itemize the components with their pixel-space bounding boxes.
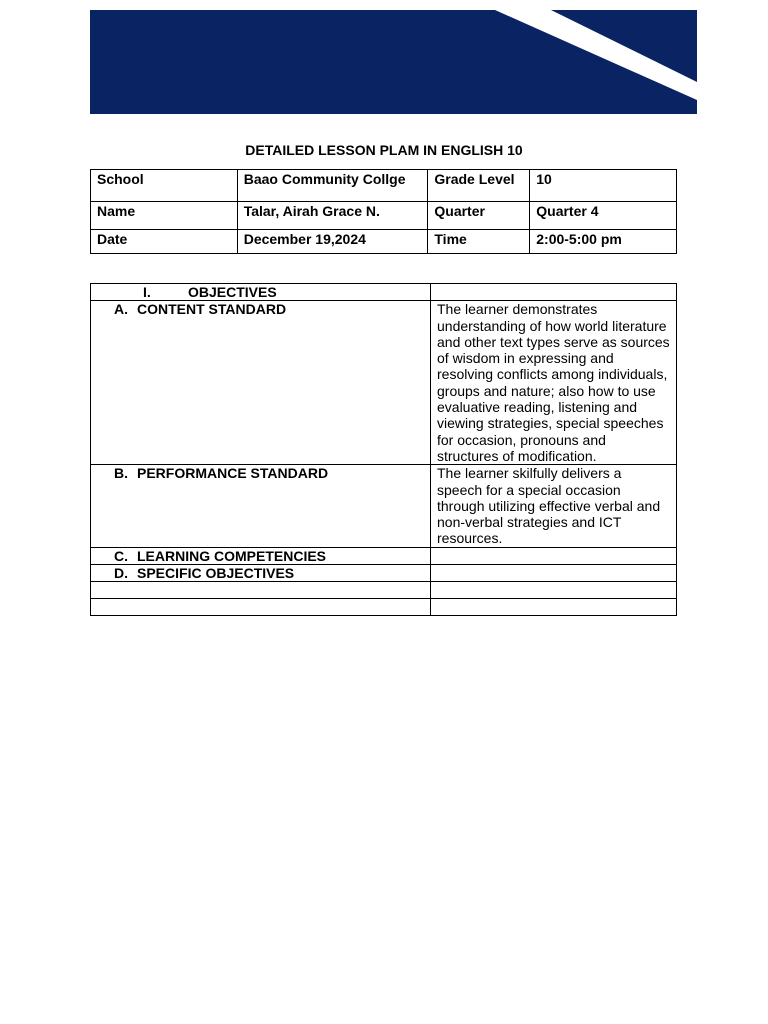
learning-competencies-text [431,547,677,564]
specific-objectives-label [91,565,431,582]
grade-level-label: Grade Level [428,170,530,202]
quarter-label: Quarter [428,202,530,230]
content-standard-label [91,301,431,465]
name-value: Talar, Airah Grace N. [237,202,428,230]
info-table [90,169,677,254]
performance-standard-text: The learner skilfully delivers a speech for a special occasion through utilizing effective verbal and non-verbal strategies and ICT resources. [431,465,677,547]
header-banner [90,10,697,114]
empty-cell [91,582,431,599]
table-row [91,202,677,230]
grade-level-value: 10 [530,170,677,202]
item-letter: A. [114,301,128,318]
item-letter: B. [114,465,128,482]
document-title: DETAILED LESSON PLAM IN ENGLISH 10 [245,142,523,158]
item-label: SPECIFIC OBJECTIVES [137,565,295,582]
performance-standard-label [91,465,431,547]
learning-competencies-label [91,547,431,564]
empty-cell [431,582,677,599]
item-label: PERFORMANCE STANDARD [137,465,329,482]
date-label: Date [91,230,238,254]
date-value: December 19,2024 [237,230,428,254]
empty-cell [431,599,677,616]
table-row [91,170,677,202]
banner-background [90,10,697,114]
empty-cell [91,599,431,616]
quarter-value: Quarter 4 [530,202,677,230]
school-value: Baao Community Collge [237,170,428,202]
time-label: Time [428,230,530,254]
school-label: School [91,170,238,202]
table-row [91,301,677,465]
table-row [91,582,677,599]
objectives-heading-value [431,284,677,301]
table-row [91,284,677,301]
name-label: Name [91,202,238,230]
item-letter: C. [114,547,128,564]
item-label: CONTENT STANDARD [137,301,287,318]
item-label: LEARNING COMPETENCIES [137,547,327,564]
item-letter: D. [114,565,128,582]
objectives-table [90,283,677,616]
table-row [91,230,677,254]
table-row [91,565,677,582]
table-row [91,599,677,616]
objectives-heading [91,284,431,301]
objectives-heading-label: OBJECTIVES [188,284,277,300]
table-row [91,547,677,564]
table-row [91,465,677,547]
specific-objectives-text [431,565,677,582]
objectives-numeral: I. [143,284,151,300]
content-standard-text: The learner demonstrates understanding of how world literature and other text types serve as sources of wisdom in expressing and resolving conflicts among individuals, groups and nature; also how to use evaluative reading, listening and viewing strategies, special speeches for occasion, pronouns and structures of modification. [431,301,677,465]
time-value: 2:00-5:00 pm [530,230,677,254]
